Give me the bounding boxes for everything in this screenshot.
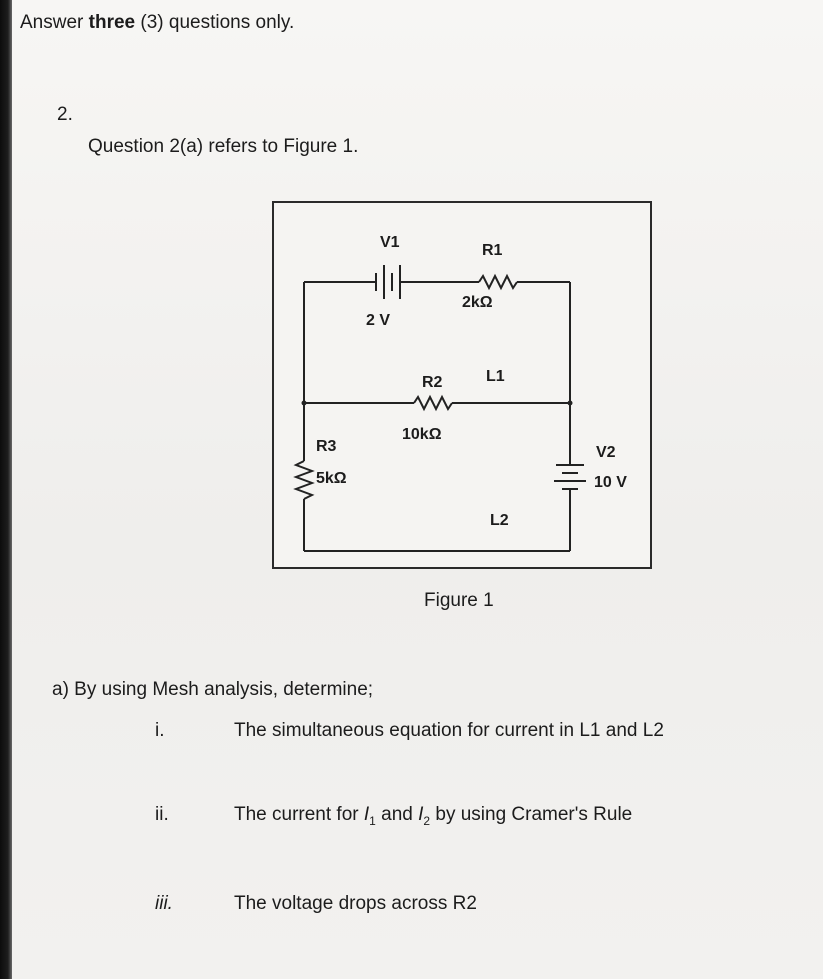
r3-value: 5kΩ <box>316 470 347 487</box>
item-iii-numeral: iii. <box>155 893 173 914</box>
v2-value: 10 V <box>594 474 627 491</box>
circuit-figure <box>272 201 652 569</box>
current-i2-subscript: 2 <box>423 813 431 828</box>
v1-value: 2 V <box>366 312 391 329</box>
v1-label: V1 <box>380 234 400 251</box>
r3-label: R3 <box>316 438 337 455</box>
part-a-heading: a) By using Mesh analysis, determine; <box>52 679 374 700</box>
loop1-label: L1 <box>486 368 505 385</box>
item-i-numeral: i. <box>155 720 165 741</box>
current-i2: I <box>418 804 424 825</box>
r1-label: R1 <box>482 242 503 259</box>
instructions-prefix: Answer <box>20 12 89 33</box>
r1-value: 2kΩ <box>462 294 493 311</box>
circuit-diagram <box>274 203 654 571</box>
v2-label: V2 <box>596 444 616 461</box>
instructions-suffix: (3) questions only. <box>135 12 295 33</box>
r2-value: 10kΩ <box>402 426 442 443</box>
item-ii-text-post: by using Cramer's Rule <box>430 804 633 825</box>
question-number: 2. <box>57 104 73 125</box>
instructions <box>20 12 294 34</box>
loop2-label: L2 <box>490 512 509 529</box>
instructions-bold: three <box>88 12 136 33</box>
current-i1: I <box>363 804 370 825</box>
junction-right <box>568 401 573 406</box>
question-reference: Question 2(a) refers to Figure 1. <box>88 136 359 157</box>
item-ii-text-mid: and <box>375 804 419 825</box>
item-iii-text: The voltage drops across R2 <box>234 893 477 914</box>
junction-left <box>302 401 307 406</box>
item-ii-text-pre: The current for <box>234 804 364 825</box>
item-ii-numeral: ii. <box>155 804 169 825</box>
figure-caption: Figure 1 <box>424 590 494 611</box>
item-i-text: The simultaneous equation for current in L1 and L2 <box>234 720 664 741</box>
current-i1-subscript: 1 <box>369 813 376 828</box>
r2-label: R2 <box>422 374 443 391</box>
item-ii-text <box>234 804 632 828</box>
page-edge-shadow <box>0 0 12 979</box>
